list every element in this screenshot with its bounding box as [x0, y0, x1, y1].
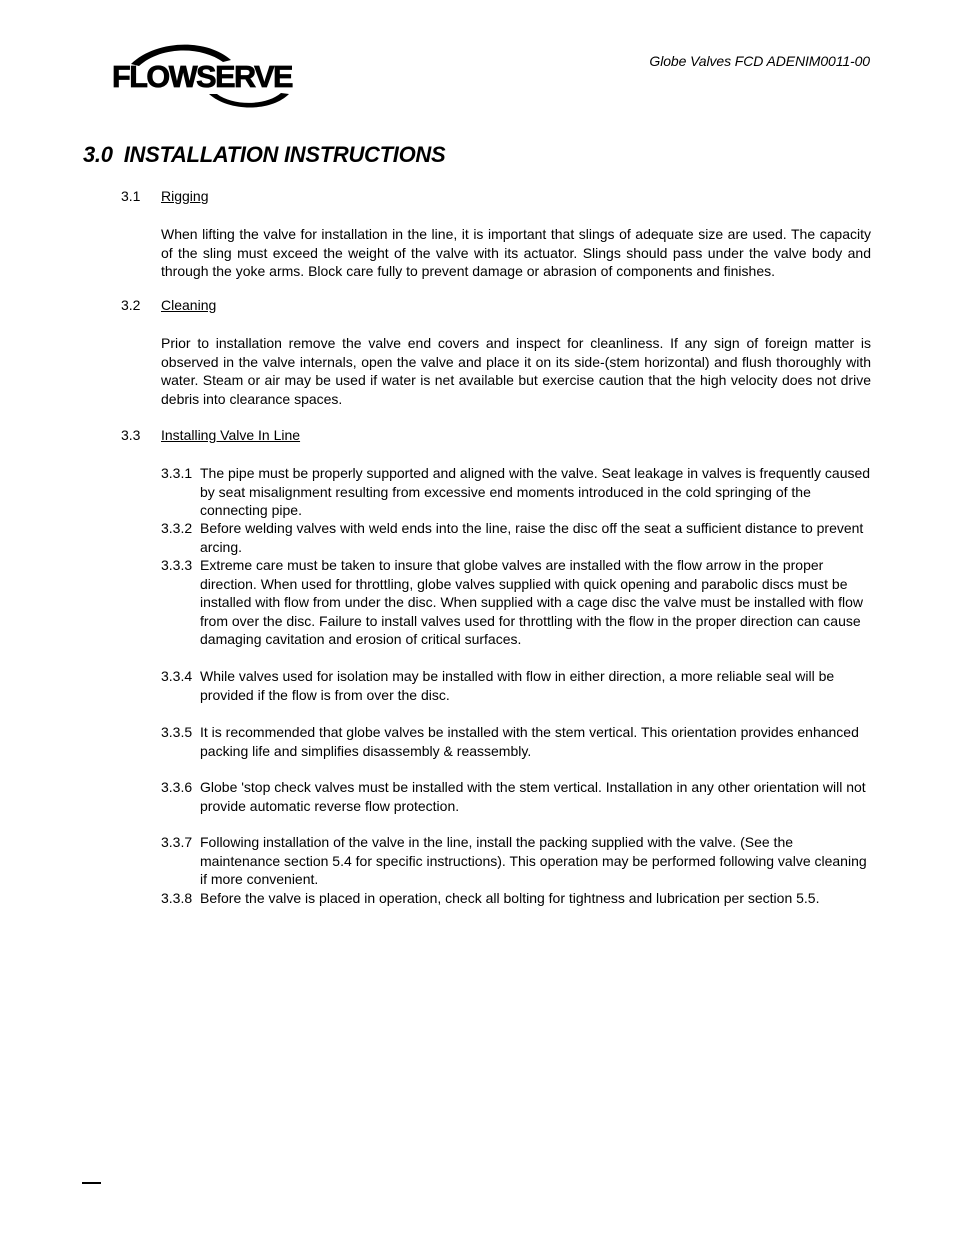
item-text: Following installation of the valve in the line, install the packing supplied with the valve. (See the maintenance section 5.4 for specific instructions). This operation may be performed following valve cleaning if more convenient. [200, 834, 867, 888]
subsection-title: Rigging [161, 188, 209, 204]
footer-rule [82, 1182, 101, 1184]
item-number: 3.3.3 [161, 557, 193, 573]
section-number: 3.0 [83, 142, 113, 167]
subsection-number: 3.1 [121, 188, 141, 204]
subsection-heading-rigging [121, 188, 208, 204]
cleaning-paragraph: Prior to installation remove the valve end covers and inspect for cleanliness. If any sign of foreign matter is observed in the valve internals, open the valve and place it on its side-(stem horizontal) and flush thoroughly with water. Steam or air may be used if water is net available but exercise caution that the high velocity does not drive debris into clearance spaces. [161, 335, 871, 407]
item-number: 3.3.1 [161, 465, 193, 481]
list-item [161, 723, 873, 760]
list-item [161, 667, 873, 704]
item-number: 3.3.4 [161, 668, 193, 684]
item-text: Globe 'stop check valves must be installed with the stem vertical. Installation in any other orientation will not provide automatic reverse flow protection. [200, 779, 866, 814]
item-text: While valves used for isolation may be installed with flow in either direction, a more reliable seal will be provided if the flow is from over the disc. [200, 668, 835, 703]
subsection-number: 3.2 [121, 297, 141, 313]
item-number: 3.3.7 [161, 834, 193, 850]
subsection-heading-installing [121, 427, 300, 443]
list-item [161, 778, 873, 815]
document-id: Globe Valves FCD ADENIM0011-00 [649, 53, 870, 69]
list-item [161, 464, 873, 520]
subsection-number: 3.3 [121, 427, 141, 443]
item-number: 3.3.5 [161, 724, 193, 740]
list-item [161, 556, 873, 649]
item-number: 3.3.2 [161, 520, 193, 536]
logo-wordmark: FLOWSERVE [112, 59, 293, 94]
item-text: The pipe must be properly supported and aligned with the valve. Seat leakage in valves is frequently caused by seat misalignment resulting from excessive end moments introduced in the cold springing of the connecting pipe. [200, 465, 871, 519]
item-number: 3.3.8 [161, 890, 193, 906]
list-item [161, 519, 873, 556]
section-title [83, 142, 445, 168]
flowserve-logo [111, 42, 293, 112]
list-item [161, 889, 873, 908]
list-item [161, 833, 873, 889]
item-text: Before welding valves with weld ends into the line, raise the disc off the seat a sufficient distance to prevent arcing. [200, 520, 864, 555]
item-text: Before the valve is placed in operation, check all bolting for tightness and lubrication per section 5.5. [200, 890, 820, 906]
subsection-heading-cleaning [121, 297, 216, 313]
subsection-title: Installing Valve In Line [161, 427, 301, 443]
item-text: Extreme care must be taken to insure that globe valves are installed with the flow arrow in the proper direction. When used for throttling, globe valves supplied with quick opening and parabolic discs must be installed with flow from under the disc. When supplied with a cage disc the valve must be installed with flow from over the disc. Failure to install valves used for throttling with the flow in the proper direction can cause damaging cavitation and erosion of critical surfaces. [200, 557, 863, 648]
subsection-title: Cleaning [161, 297, 217, 313]
rigging-paragraph: When lifting the valve for installation in the line, it is important that slings of adequate size are used. The capacity of the sling must exceed the weight of the valve with its actuator. Slings should pass under the valve body and through the yoke arms. Block care fully to prevent damage or abrasion of components and finishes. [161, 226, 871, 280]
item-number: 3.3.6 [161, 779, 193, 795]
item-text: It is recommended that globe valves be installed with the stem vertical. This orientation provides enhanced packing life and simplifies disassembly & reassembly. [200, 724, 859, 759]
section-title-text: INSTALLATION INSTRUCTIONS [123, 142, 446, 167]
